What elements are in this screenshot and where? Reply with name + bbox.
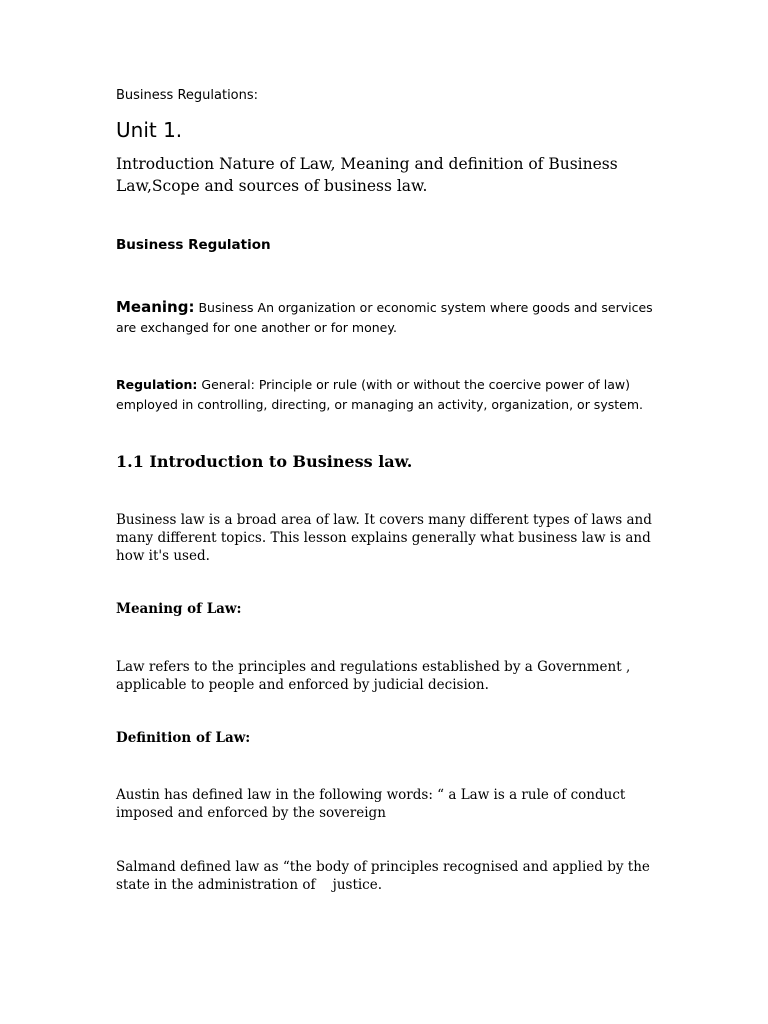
intro-paragraph: Business law is a broad area of law. It covers many different types of laws and many different topics. This lesson explains generally what business law is and how it's used.: [116, 512, 652, 564]
unit-heading: Unit 1.: [116, 118, 183, 142]
regulation-label: Regulation:: [116, 377, 198, 392]
unit-subtitle: Introduction Nature of Law, Meaning and definition of Business Law,Scope and sources of business law.: [116, 155, 618, 195]
section-heading: Business Regulation: [116, 237, 271, 253]
meaning-text: Business An organization or economic system where goods and services are exchanged for one another or for money.: [116, 300, 653, 335]
austin-paragraph: Austin has defined law in the following words: “ a Law is a rule of conduct imposed and enforced by the sovereign: [116, 787, 626, 821]
meaning-label: Meaning:: [116, 298, 195, 316]
meaning-paragraph: [116, 297, 656, 338]
salmand-paragraph: Salmand defined law as “the body of principles recognised and applied by the state in the administration of justice.: [116, 859, 655, 893]
meaning-of-law-heading: Meaning of Law:: [116, 601, 242, 617]
regulation-paragraph: [116, 375, 656, 415]
intro-heading: 1.1 Introduction to Business law.: [116, 452, 413, 471]
meaning-of-law-paragraph: Law refers to the principles and regulations established by a Government , applicable to people and enforced by judicial decision.: [116, 659, 631, 693]
definition-heading: Definition of Law:: [116, 730, 251, 746]
course-title: Business Regulations:: [116, 88, 259, 103]
regulation-text: General: Principle or rule (with or without the coercive power of law) employed in controlling, directing, or managing an activity, organization, or system.: [116, 377, 643, 412]
